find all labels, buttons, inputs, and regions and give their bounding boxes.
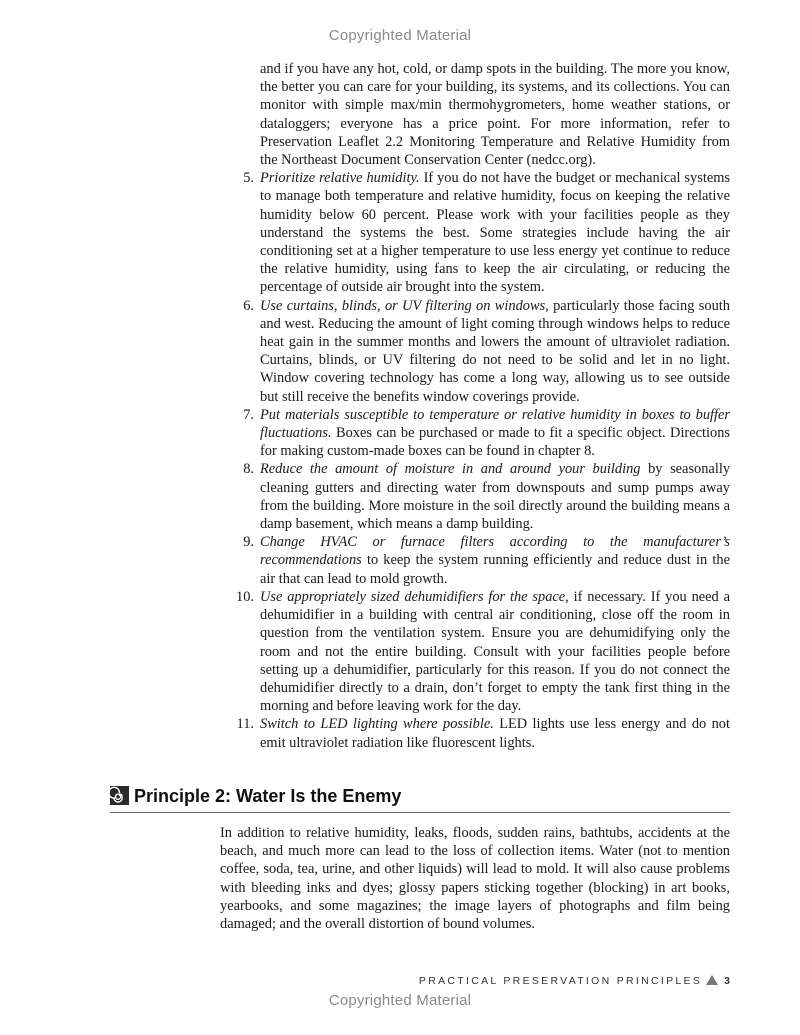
running-title: PRACTICAL PRESERVATION PRINCIPLES — [418, 975, 703, 987]
item-text: If you do not have the budget or mechanical systems to manage both temperature and relative humidity, focus on keeping the relative humidity below 60 percent. Please work with your facilities people as they understand the systems the best. Some strategies include having the air conditioning set at a higher temperature to use less energy yet continue to reduce the relative humidity, using fans to keep the air circulating, or reducing the percentage of outside air brought into the system. — [260, 170, 730, 296]
section-paragraph: In addition to relative humidity, leaks, floods, sudden rains, bathtubs, accidents at the beach, and much more can lead to the loss of collection items. Water (not to mention coffee, soda, tea, urine, and other liquids) will lead to mold. It will also cause problems with bleeding inks and dyes; glossy papers sticking together (blocking) in art books, yearbooks, and some magazines; the image layers of photographs and film being damaged; and the overall distortion of bound volumes. — [220, 825, 730, 933]
item-lead: Prioritize relative humidity. — [260, 170, 420, 187]
section-heading — [110, 784, 730, 813]
item-number: 8. — [243, 461, 254, 478]
item-text: by seasonally cleaning gutters and directing water from downspouts and sump pumps away from the building. More moisture in the soil directly around the building means a damp basement, which means a damp building. — [260, 461, 731, 533]
watermark-bottom: Copyrighted Material — [328, 992, 472, 1009]
item-text: , if necessary. If you need a dehumidifier in a building with central air conditioning, close off the room in question from the ventilation system. Ensure you are dehumidifying only the room and not the entire building. Consult with your facilities people before setting up a dehumidifier, particularly for this reason. If you do not connect the dehumidifier directly to a drain, don’t forget to empty the tank first thing in the morning and before leaving work for the day. — [260, 588, 730, 715]
section-paragraph-block — [220, 824, 730, 933]
item-text: LED lights use less energy and do not emit ultraviolet radiation like fluorescent lights. — [260, 716, 730, 751]
item-number: 7. — [243, 406, 254, 423]
page-footer — [400, 975, 730, 987]
item-text: to keep the system running efficiently and reduce dust in the air that can lead to mold growth. — [260, 552, 730, 587]
item-text: Boxes can be purchased or made to fit a specific object. Directions for making custom-made boxes can be found in chapter 8. — [260, 425, 730, 460]
list-item — [243, 406, 730, 461]
list-item — [243, 297, 730, 406]
item-number: 5. — [243, 170, 254, 187]
list-item — [243, 169, 730, 296]
item-lead: Put materials susceptible to temperature or relative humidity in boxes to buffer fluctuations. — [260, 406, 730, 442]
watermark-top: Copyrighted Material — [328, 27, 472, 44]
main-text — [236, 60, 731, 752]
section-title: Principle 2: Water Is the Enemy — [134, 786, 402, 806]
list-item — [243, 460, 731, 533]
item-lead: Reduce the amount of moisture in and around your building — [260, 461, 641, 478]
item-lead: Use appropriately sized dehumidifiers for the space — [260, 588, 566, 605]
steps-list — [236, 169, 731, 752]
item-lead: Change HVAC or furnace filters according to the manufacturer’s recommendations — [260, 534, 730, 569]
item-lead: Use curtains, blinds, or UV filtering on windows — [260, 297, 546, 314]
list-item — [236, 588, 730, 715]
intro-paragraph: and if you have any hot, cold, or damp spots in the building. The more you know, the better you can care for your building, its systems, and its collections. You can monitor with simple max/min thermohygrometers, home weather stations, or dataloggers; everyone has a price point. For more information, refer to Preservation Leaflet 2.2 Monitoring Temperature and Relative Humidity from the Northeast Document Conservation Center (nedcc.org). — [260, 61, 730, 169]
item-number: 6. — [243, 297, 254, 314]
item-number: 10. — [236, 588, 254, 605]
spiral-icon — [110, 786, 129, 805]
list-item — [236, 715, 730, 751]
item-number: 11. — [236, 716, 254, 733]
item-lead: Switch to LED lighting where possible. — [260, 716, 494, 733]
list-item — [243, 533, 730, 588]
item-number: 9. — [243, 534, 254, 551]
item-text: , particularly those facing south and west. Reducing the amount of light coming through windows helps to reduce heat gain in the summer months and lowers the amount of ultraviolet radiation. Curtains, blinds, or UV filtering do not need to be solid and let in no light. Window covering technology has come a long way, allowing us to see outside but still receive the benefits window coverings provide. — [260, 297, 730, 405]
triangle-icon — [706, 975, 718, 985]
page-number: 3 — [724, 975, 730, 987]
